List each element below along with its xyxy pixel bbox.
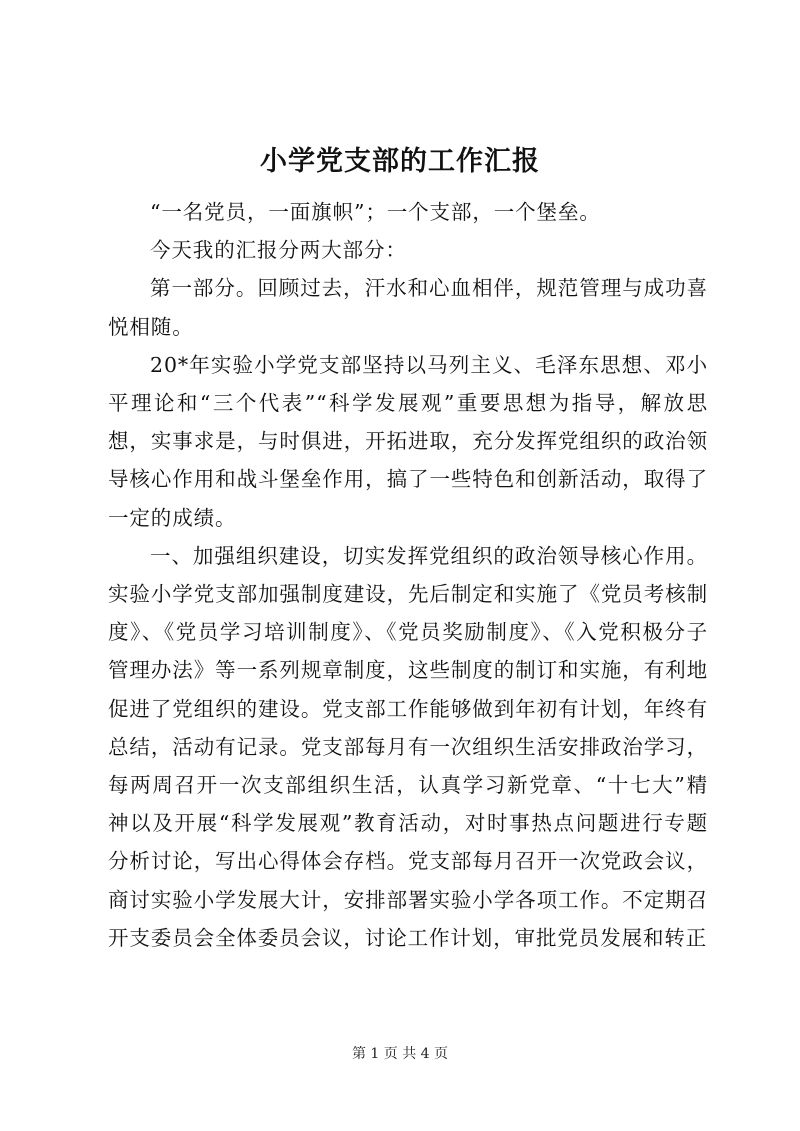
document-title: 小学党支部的工作汇报: [260, 146, 540, 177]
paragraph-2: 今天我的汇报分两大部分：: [150, 238, 407, 263]
paragraph-1: “一名党员，一面旗帜”；一个支部，一个堡垒。: [150, 200, 601, 224]
paragraph-4: 20*年实验小学党支部坚持以马列主义、毛泽东思想、邓小平理论和“三个代表”“科学发展观”重要思想为指导，解放思想，实事求是，与时俱进，开拓进取，充分发挥党组织的政治领导核心作用和战斗堡垒作用，搞了一些特色和创新活动，取得了一定的成绩。: [108, 352, 708, 530]
paragraph-3: 第一部分。回顾过去，汗水和心血相伴，规范管理与成功喜悦相随。: [108, 276, 708, 339]
paragraph-5: 一、加强组织建设，切实发挥党组织的政治领导核心作用。实验小学党支部加强制度建设，先后制定和实施了《党员考核制度》、《党员学习培训制度》、《党员奖励制度》、《入党积极分子管理办法》等一系列规章制度，这些制度的制订和实施，有利地促进了党组织的建设。党支部工作能够做到年初有计划，年终有总结，活动有记录。党支部每月有一次组织生活安排政治学习，每两周召开一次支部组织生活，认真学习新党章、“十七大”精神以及开展“科学发展观”教育活动，对时事热点问题进行专题分析讨论，写出心得体会存档。党支部每月召开一次党政会议，商讨实验小学发展大计，安排部署实验小学各项工作。不定期召开支委员会全体委员会议，讨论工作计划，审批党员发展和转正: [108, 543, 708, 950]
document-body: [108, 193, 708, 957]
page-footer: 第 1 页 共 4 页: [351, 1046, 449, 1062]
